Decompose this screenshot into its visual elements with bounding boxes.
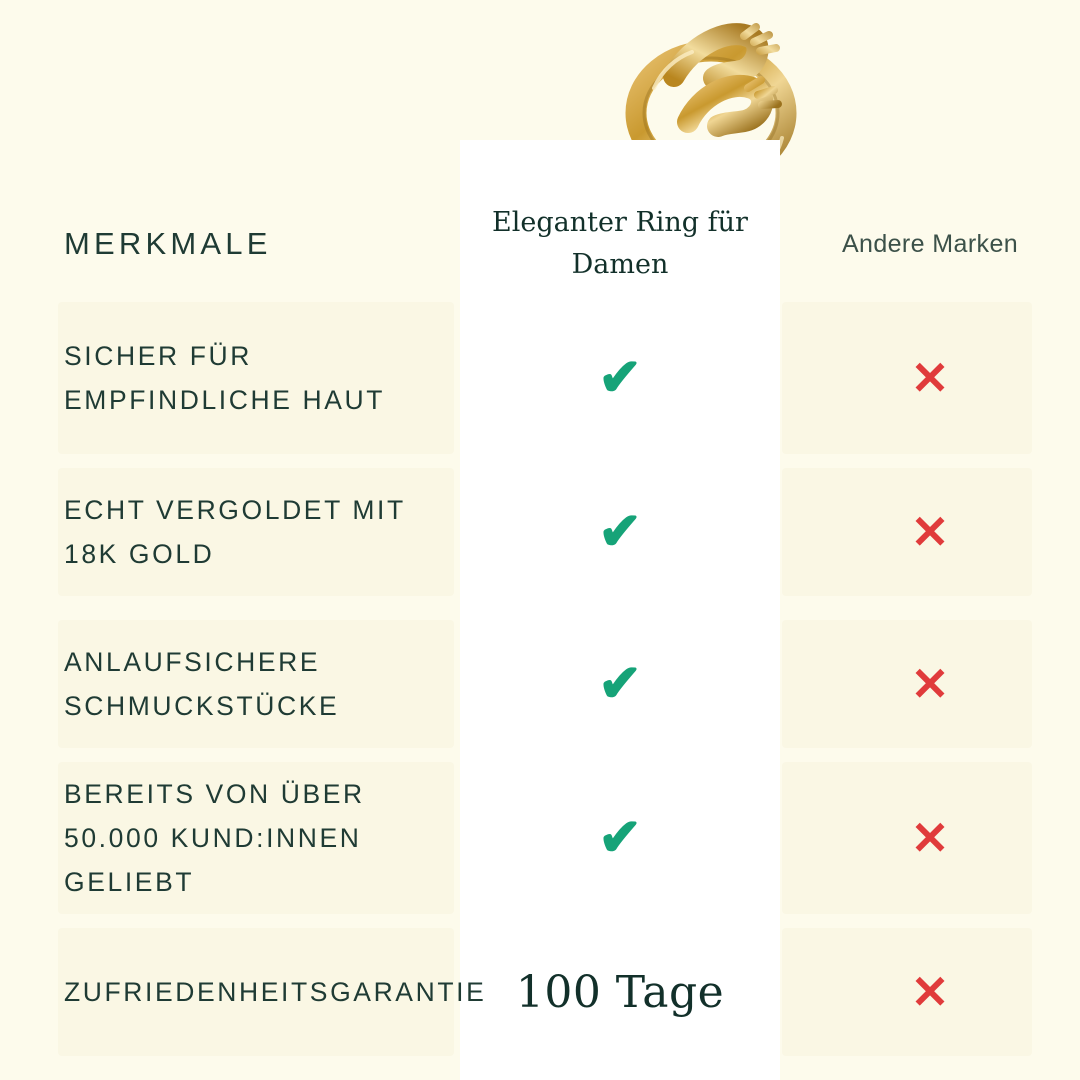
others-value-cell <box>780 352 1080 404</box>
cross-icon: ✕ <box>910 506 950 558</box>
feature-label: BEREITS VON ÜBER 50.000 KUND:INNEN GELIEBT <box>64 778 365 898</box>
others-value-cell <box>780 506 1080 558</box>
feature-label: SICHER FÜR EMPFINDLICHE HAUT <box>64 340 386 415</box>
check-icon: ✔ <box>598 349 642 407</box>
table-row <box>0 620 1080 748</box>
cross-icon: ✕ <box>910 812 950 864</box>
others-value-cell <box>780 812 1080 864</box>
header-ours-label: Eleganter Ring für Damen <box>492 207 748 280</box>
feature-label: ANLAUFSICHERE SCHMUCKSTÜCKE <box>64 646 340 721</box>
cross-icon: ✕ <box>910 966 950 1018</box>
header-others-label: Andere Marken <box>841 229 1019 258</box>
ours-value-cell <box>460 655 780 713</box>
others-value-cell <box>780 658 1080 710</box>
ours-value-cell <box>460 349 780 407</box>
header-features-label: MERKMALE <box>64 226 272 262</box>
check-icon: ✔ <box>598 655 642 713</box>
feature-label: ZUFRIEDENHEITSGARANTIE <box>64 976 487 1007</box>
ours-value-cell <box>460 809 780 867</box>
table-row <box>0 762 1080 914</box>
feature-label: ECHT VERGOLDET MIT 18K GOLD <box>64 494 406 569</box>
table-row <box>0 302 1080 454</box>
guarantee-duration-value: 100 Tage <box>515 966 725 1018</box>
cross-icon: ✕ <box>910 658 950 710</box>
table-row <box>0 468 1080 596</box>
check-icon: ✔ <box>598 503 642 561</box>
table-row <box>0 928 1080 1056</box>
cross-icon: ✕ <box>910 352 950 404</box>
others-value-cell <box>780 966 1080 1018</box>
ours-value-cell <box>460 967 780 1018</box>
table-header-row <box>0 196 1080 292</box>
check-icon: ✔ <box>598 809 642 867</box>
ours-value-cell <box>460 503 780 561</box>
